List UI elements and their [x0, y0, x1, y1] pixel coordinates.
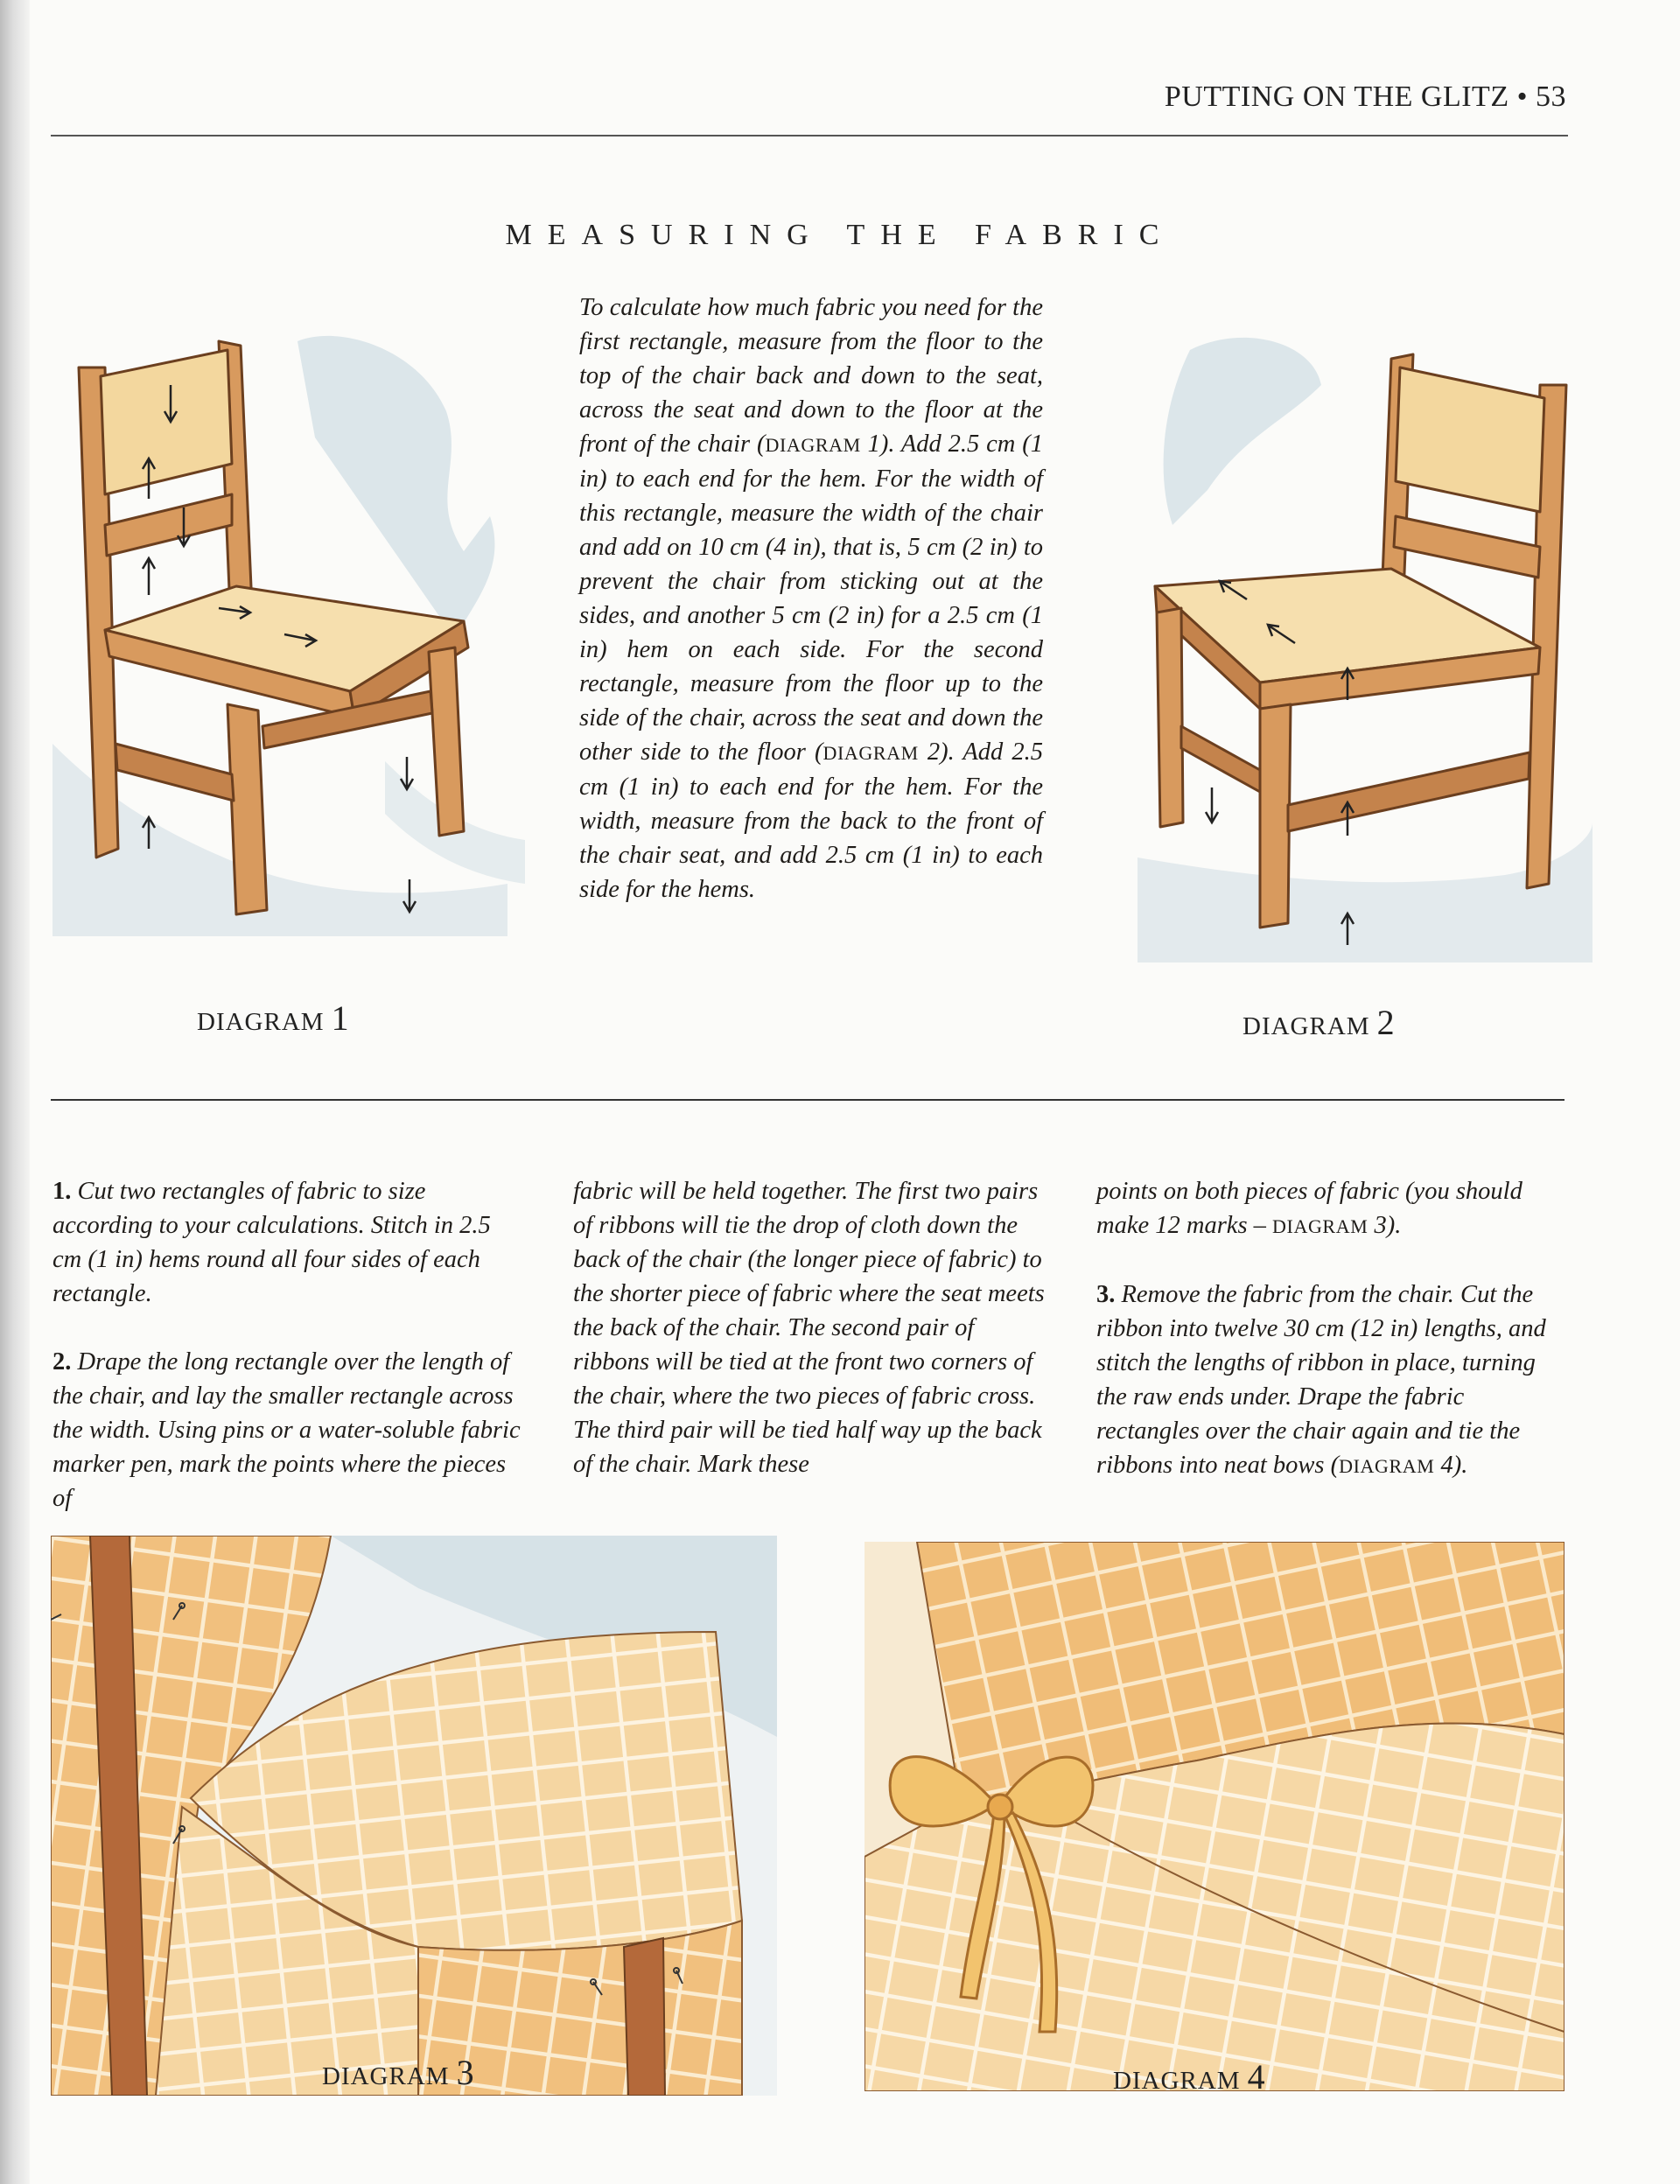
step-3	[1096, 1278, 1569, 1483]
step-text: Cut two rectangles of fabric to size according to your calculations. Stitch in 2.5 cm (1 in) hems round all four sides of each rectangle.	[52, 1178, 491, 1307]
diagram-1-caption	[197, 998, 350, 1039]
instructions-column-2	[573, 1174, 1046, 1516]
step-text: 3).	[1368, 1212, 1402, 1239]
step-text: fabric will be held together. The first two pairs of ribbons will tie the drop of cloth down the back of the chair (the longer piece of fabric) to the shorter piece of fabric where the seat meets the back of the chair. The second pair of ribbons will be tied at the front two corners of the chair, where the two pieces of fabric cross. The third pair will be tied half way up the back of the chair. Mark these	[573, 1178, 1045, 1478]
intro-text-1: To calculate how much fabric you need for the first rectangle, measure from the floor to the top of the chair back and down to the seat, across the seat and down to the floor at the front of the chair (	[579, 294, 1043, 458]
diagram-label: DIAGRAM	[1242, 1012, 1370, 1040]
step-number: 2.	[52, 1348, 72, 1376]
step-text: 4).	[1434, 1452, 1468, 1479]
instructions-column-3	[1096, 1174, 1569, 1517]
step-text: Drape the long rectangle over the length of the chair, and lay the smaller rectangle across the width. Using pins or a water-soluble fabric marker pen, mark the points where the pieces of	[52, 1348, 521, 1512]
diagram-3-draped-fabric-illustration	[51, 1536, 777, 2096]
diagram-label: DIAGRAM	[197, 1008, 325, 1036]
step-2	[52, 1345, 525, 1516]
diagram-2-caption	[1242, 1002, 1396, 1043]
step-text: Remove the fabric from the chair. Cut the ribbon into twelve 30 cm (12 in) lengths, and stitch the lengths of ribbon in place, turning the raw ends under. Drape the fabric rectangles over the chair again and tie the ribbons into neat bows (	[1096, 1281, 1546, 1479]
diagram-number: 1	[331, 998, 350, 1038]
corner-fold	[624, 1938, 665, 2096]
step-number: 3.	[1096, 1281, 1116, 1308]
diagram-number: 2	[1376, 1003, 1396, 1042]
section-title: MEASURING THE FABRIC	[505, 219, 1175, 251]
diagram-ref: DIAGRAM	[1339, 1455, 1435, 1477]
diagram-label: DIAGRAM	[1113, 2067, 1241, 2095]
running-head: PUTTING ON THE GLITZ • 53	[1164, 80, 1566, 113]
diagram-2-chair-illustration	[1138, 315, 1592, 962]
header-rule	[51, 135, 1568, 136]
intro-text-3: 2). Add 2.5 cm (1 in) to each end for the hem. For the width, measure from the back to the front of the chair seat, and add 2.5 cm (1 in) to each side for the hems.	[579, 738, 1043, 903]
diagram-label: DIAGRAM	[322, 2062, 450, 2090]
diagram-number: 3	[456, 2053, 475, 2092]
diagram-4-ribbon-bow-illustration	[864, 1542, 1564, 2091]
section-divider	[51, 1099, 1564, 1101]
step-2-end	[1096, 1174, 1569, 1243]
intro-text-2: 1). Add 2.5 cm (1 in) to each end for the hem. For the width of this rectangle, measure the width of the chair and add on 10 cm (4 in), that is, 5 cm (2 in) to prevent the chair from sticking out at the sides, and another 5 cm (2 in) for a 2.5 cm (1 in) hem on each side. For the second rectangle, measure from the floor up to the side of the chair, across the seat and down the other side to the floor (	[579, 430, 1043, 766]
step-2-continued	[573, 1174, 1046, 1481]
step-text: points on both pieces of fabric (you should make 12 marks –	[1096, 1178, 1522, 1239]
diagram-number: 4	[1247, 2057, 1266, 2096]
diagram-1-chair-illustration	[52, 306, 542, 954]
diagram-ref: DIAGRAM	[1272, 1215, 1368, 1237]
instructions-column-1	[52, 1174, 525, 1550]
diagram-3-caption	[322, 2052, 475, 2093]
diagram-4-caption	[1113, 2056, 1266, 2097]
intro-paragraph	[579, 290, 1043, 906]
step-number: 1.	[52, 1178, 72, 1205]
diagram-ref: DIAGRAM	[765, 434, 861, 456]
diagram-ref: DIAGRAM	[822, 742, 919, 764]
book-spine-shadow	[0, 0, 30, 2184]
step-1	[52, 1174, 525, 1311]
